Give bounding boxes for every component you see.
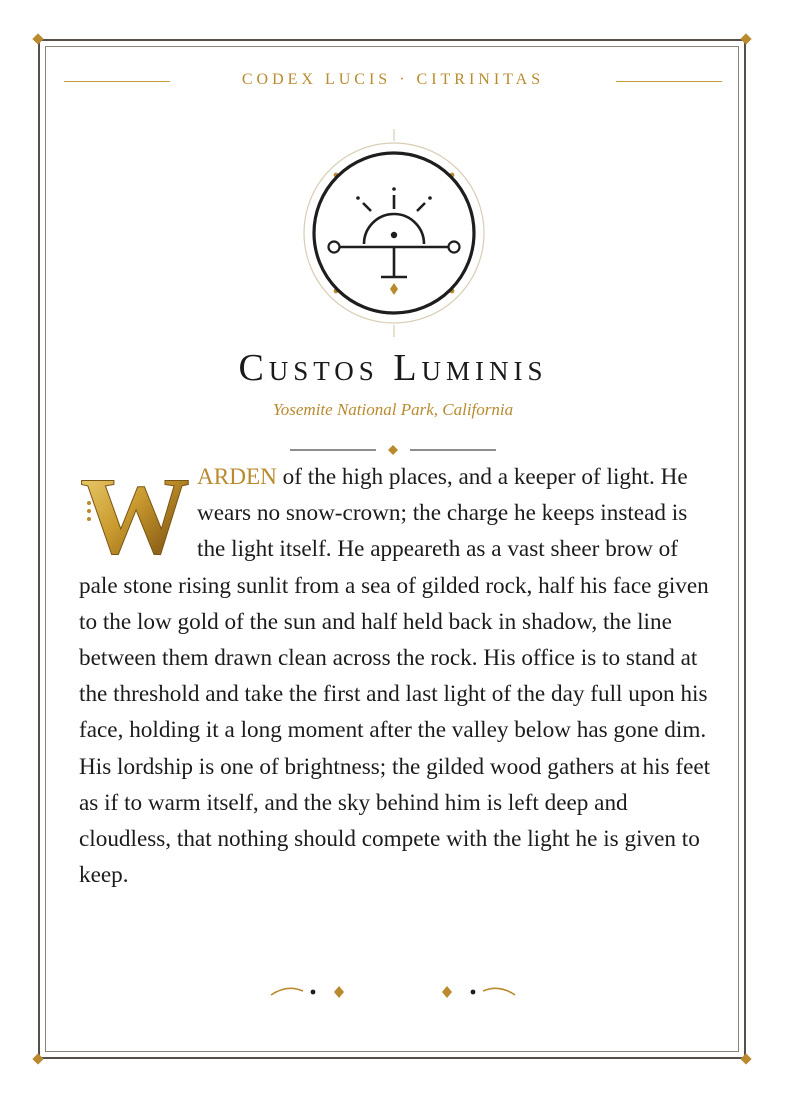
- page-title: Custos Luminis: [238, 347, 548, 389]
- title-divider: [290, 442, 496, 458]
- body-paragraph: of the high places, and a keeper of light. He wears no snow-crown; the charge he keeps instead is the light itself. He appeareth as a vast sheer brow of pale stone rising sunlit from a sea of gilded rock, half his face given to the low gold of the sun and half held back in shadow, the line between them drawn clean across the rock. His office is to stand at the threshold and take the first and last light of the day full upon his face, holding it a long moment after the valley below has gone dim. His lordship is one of brightness; the gilded wood gathers at his feet as if to warm itself, and the sky behind him is left deep and cloudless, that nothing should compete with the light he is given to keep.: [79, 464, 711, 889]
- lead-word: ARDEN: [197, 464, 277, 490]
- dropcap-w: [80, 455, 190, 577]
- dropcap-letter: W: [80, 455, 190, 577]
- footer-ornament: [265, 980, 521, 1004]
- header-title: CODEX LUCIS · CITRINITAS: [241, 71, 545, 88]
- header: [0, 70, 786, 94]
- location-subtitle: Yosemite National Park, California: [272, 400, 514, 419]
- body-text: [79, 455, 715, 893]
- rising-sun-sigil-icon: [288, 127, 500, 339]
